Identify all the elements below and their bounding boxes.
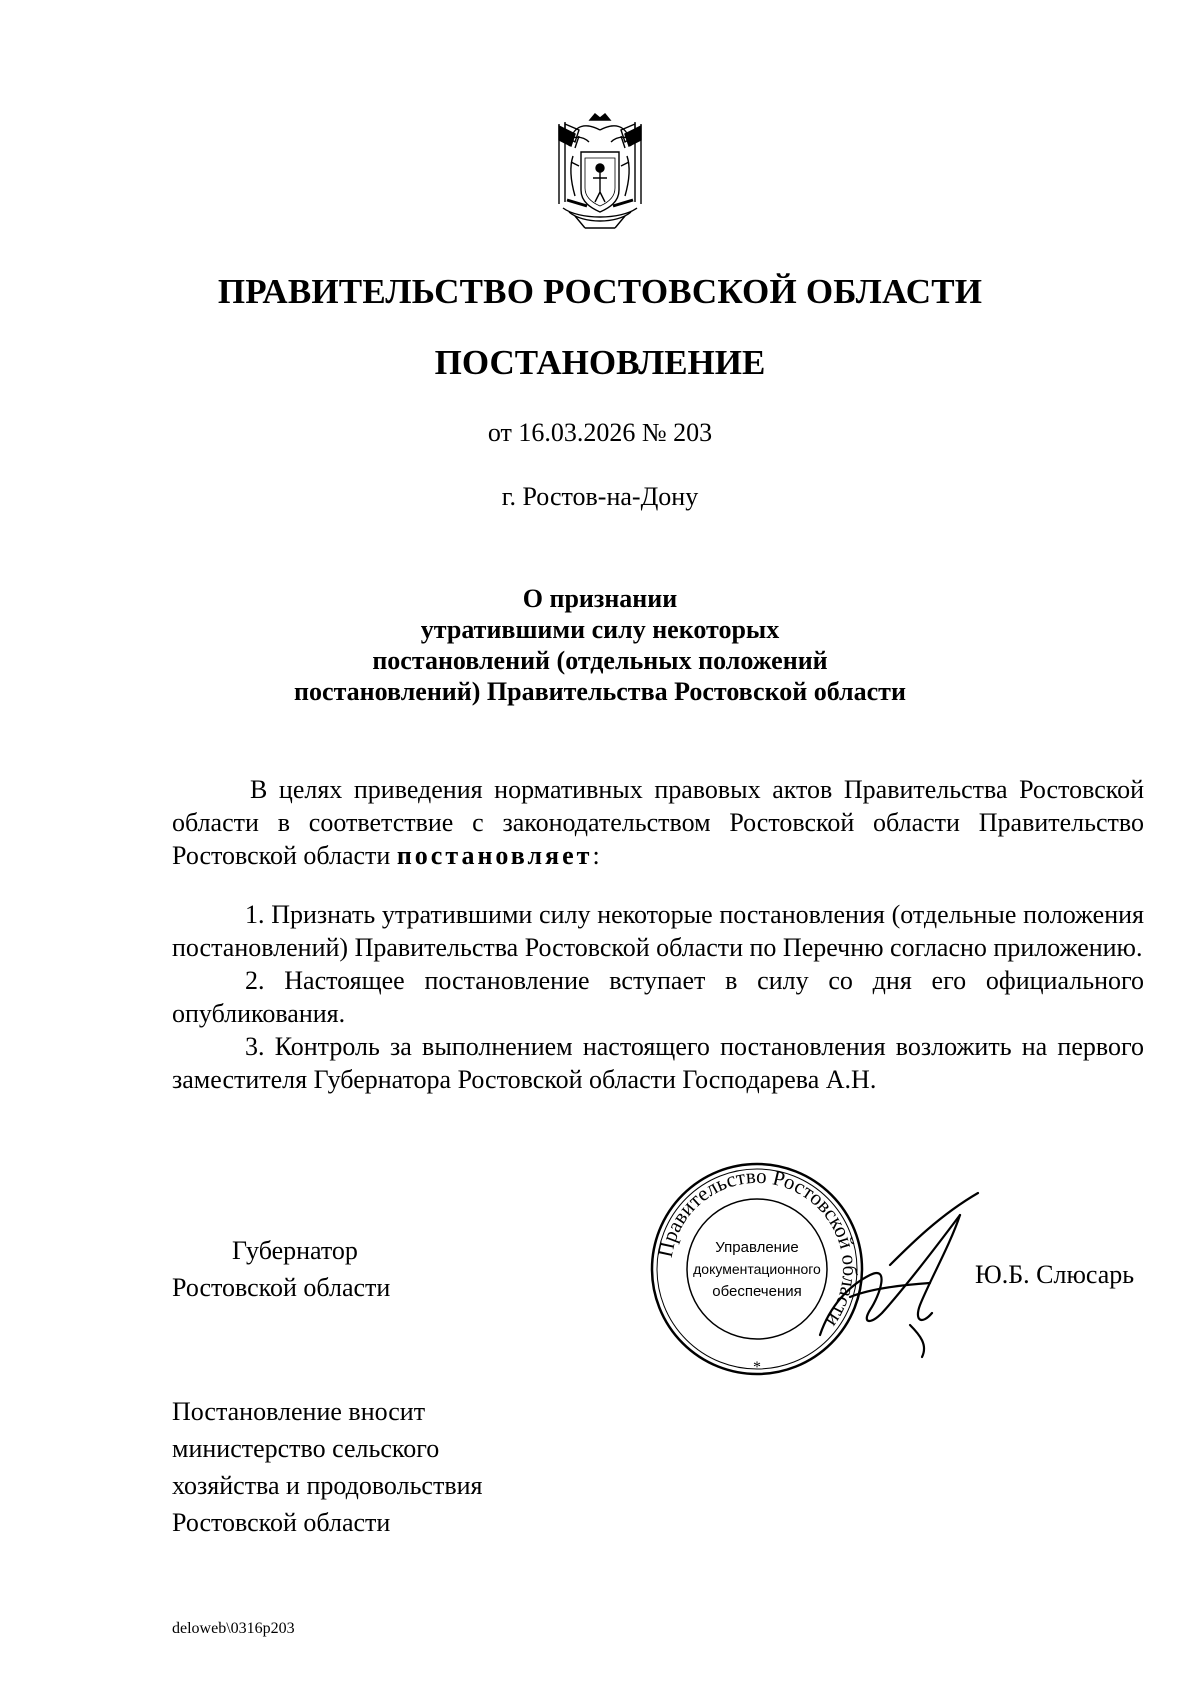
seal-star: *	[753, 1359, 761, 1376]
clause-1: 1. Признать утратившими силу некоторые постановления (отдельные положения постановлений) Правительства Ростовской области по Перечню согласно приложению.	[172, 900, 1144, 962]
document-title	[0, 583, 1200, 707]
submitted-by-line: Ростовской области	[172, 1508, 391, 1537]
issuing-authority: ПРАВИТЕЛЬСТВО РОСТОВСКОЙ ОБЛАСТИ	[217, 272, 983, 311]
preamble-colon: :	[592, 841, 600, 870]
document-type: ПОСТАНОВЛЕНИЕ	[434, 343, 766, 382]
seal-outer-text: Правительство Ростовской области	[652, 1163, 863, 1333]
title-line: О признании	[522, 584, 678, 613]
title-line: постановлений) Правительства Ростовской области	[294, 677, 906, 706]
file-identifier: deloweb\0316p203	[172, 1620, 295, 1637]
coat-of-arms-emblem	[545, 112, 655, 230]
handwritten-signature	[810, 1185, 990, 1365]
clause-2: 2. Настоящее постановление вступает в силу со дня его официального опубликования.	[172, 966, 1144, 1028]
signatory-name: Ю.Б. Слюсарь	[975, 1260, 1135, 1289]
signatory-position	[172, 1232, 502, 1306]
date-and-number: от 16.03.2026 № 203	[487, 418, 713, 447]
seal-inner-line: документационного	[693, 1261, 821, 1277]
title-line: утратившими силу некоторых	[420, 615, 780, 644]
submitted-by-line: министерство сельского	[172, 1434, 440, 1463]
position-line: Ростовской области	[172, 1273, 391, 1302]
operative-keyword: постановляет	[396, 841, 593, 870]
clause-3: 3. Контроль за выполнением настоящего постановления возложить на первого заместителя Губернатора Ростовской области Господарева А.Н.	[172, 1032, 1144, 1094]
submitted-by-note	[172, 1393, 482, 1541]
submitted-by-line: хозяйства и продовольствия	[172, 1471, 483, 1500]
submitted-by-line: Постановление вносит	[172, 1397, 426, 1426]
document-body	[172, 773, 1144, 1096]
position-line: Губернатор	[232, 1236, 358, 1265]
place-of-issue: г. Ростов-на-Дону	[501, 482, 699, 511]
preamble-text: В целях приведения нормативных правовых актов Правительства Ростовской области в соответствие с законодательством Ростовской области Правительство Ростовской области	[172, 775, 1144, 870]
title-line: постановлений (отдельных положений	[372, 646, 828, 675]
seal-inner-line: обеспечения	[712, 1283, 802, 1300]
preamble-paragraph	[172, 773, 1144, 872]
seal-inner-line: Управление	[715, 1239, 799, 1256]
